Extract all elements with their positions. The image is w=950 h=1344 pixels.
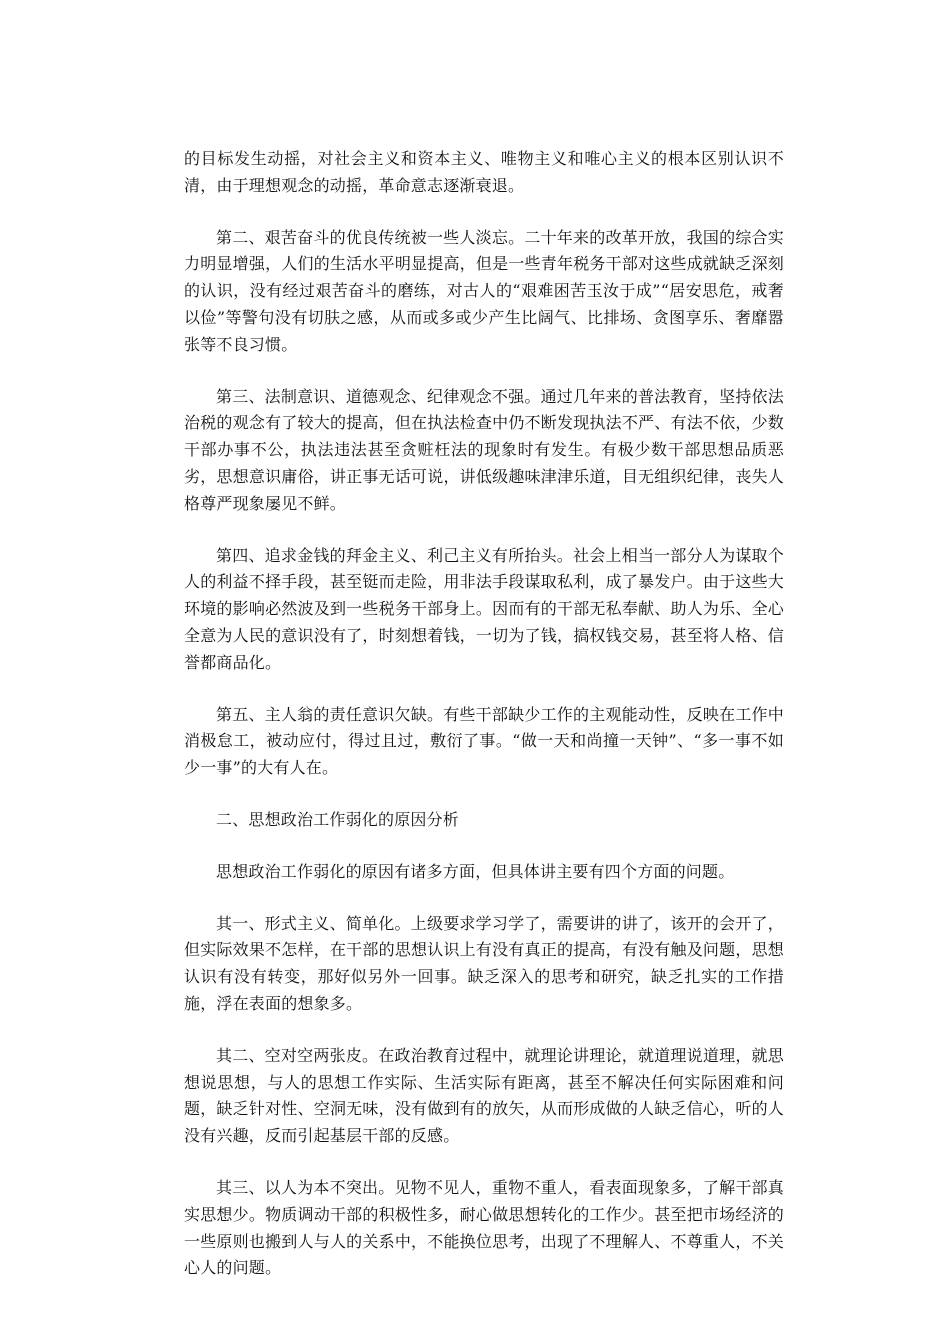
document-body <box>184 146 784 1307</box>
paragraph-section-intro: 思想政治工作弱化的原因有诸多方面，但具体讲主要有四个方面的问题。 <box>216 861 735 881</box>
paragraph-reason-two: 其二、空对空两张皮。在政治教育过程中，就理论讲理论，就道理说道理，就思想说思想，与人的思想工作实际、生活实际有距离，甚至不解决任何实际困难和问题，缺乏针对性、空洞无味，没有做到有的放矢，从而形成做的人缺乏信心，听的人没有兴趣，反而引起基层干部的反感。 <box>184 1045 784 1146</box>
paragraph-continuation: 的目标发生动摇，对社会主义和资本主义、唯物主义和唯心主义的根本区别认识不清，由于理想观念的动摇，革命意志逐渐衰退。 <box>184 149 784 195</box>
paragraph-fourth-point: 第四、追求金钱的拜金主义、利己主义有所抬头。社会上相当一部分人为谋取个人的利益不择手段，甚至铤而走险，用非法手段谋取私利，成了暴发户。由于这些大环境的影响必然波及到一些税务干部身上。因而有的干部无私奉献、助人为乐、全心全意为人民的意识没有了，时刻想着钱，一切为了钱，搞权钱交易，甚至将人格、信誉都商品化。 <box>184 545 784 672</box>
paragraph-reason-one: 其一、形式主义、简单化。上级要求学习学了，需要讲的讲了，该开的会开了，但实际效果不怎样，在干部的思想认识上有没有真正的提高，有没有触及问题，思想认识有没有转变，那好似另外一回事。缺乏深入的思考和研究，缺乏扎实的工作措施，浮在表面的想象多。 <box>184 913 784 1013</box>
paragraph-third-point: 第三、法制意识、道德观念、纪律观念不强。通过几年来的普法教育，坚持依法治税的观念有了较大的提高，但在执法检查中仍不断发现执法不严、有法不依，少数干部办事不公，执法违法甚至贪赃枉法的现象时有发生。有极少数干部思想品质恶劣，思想意识庸俗，讲正事无话可说，讲低级趣味津津乐道，目无组织纪律，丧失人格尊严现象屡见不鲜。 <box>184 386 784 513</box>
paragraph-second-point: 第二、艰苦奋斗的优良传统被一些人淡忘。二十年来的改革开放，我国的综合实力明显增强，人们的生活水平明显提高，但是一些青年税务干部对这些成就缺乏深刻的认识，没有经过艰苦奋斗的磨练，对古人的“艰难困苦玉汝于成”“居安思危，戒奢以俭”等警句没有切肤之感，从而或多或少产生比阔气、比排场、贪图享乐、奢靡嚣张等不良习惯。 <box>184 227 784 354</box>
section-heading-cause-analysis: 二、思想政治工作弱化的原因分析 <box>216 809 460 829</box>
paragraph-fifth-point: 第五、主人翁的责任意识欠缺。有些干部缺少工作的主观能动性，反映在工作中消极怠工，被动应付，得过且过，敷衍了事。“做一天和尚撞一天钟”、“多一事不如少一事”的大有人在。 <box>184 704 784 778</box>
paragraph-reason-three: 其三、以人为本不突出。见物不见人，重物不重人，看表面现象多，了解干部真实思想少。物质调动干部的积极性多，耐心做思想转化的工作少。甚至把市场经济的一些原则也搬到人与人的关系中，不能换位思考，出现了不理解人、不尊重人，不关心人的问题。 <box>184 1177 784 1278</box>
